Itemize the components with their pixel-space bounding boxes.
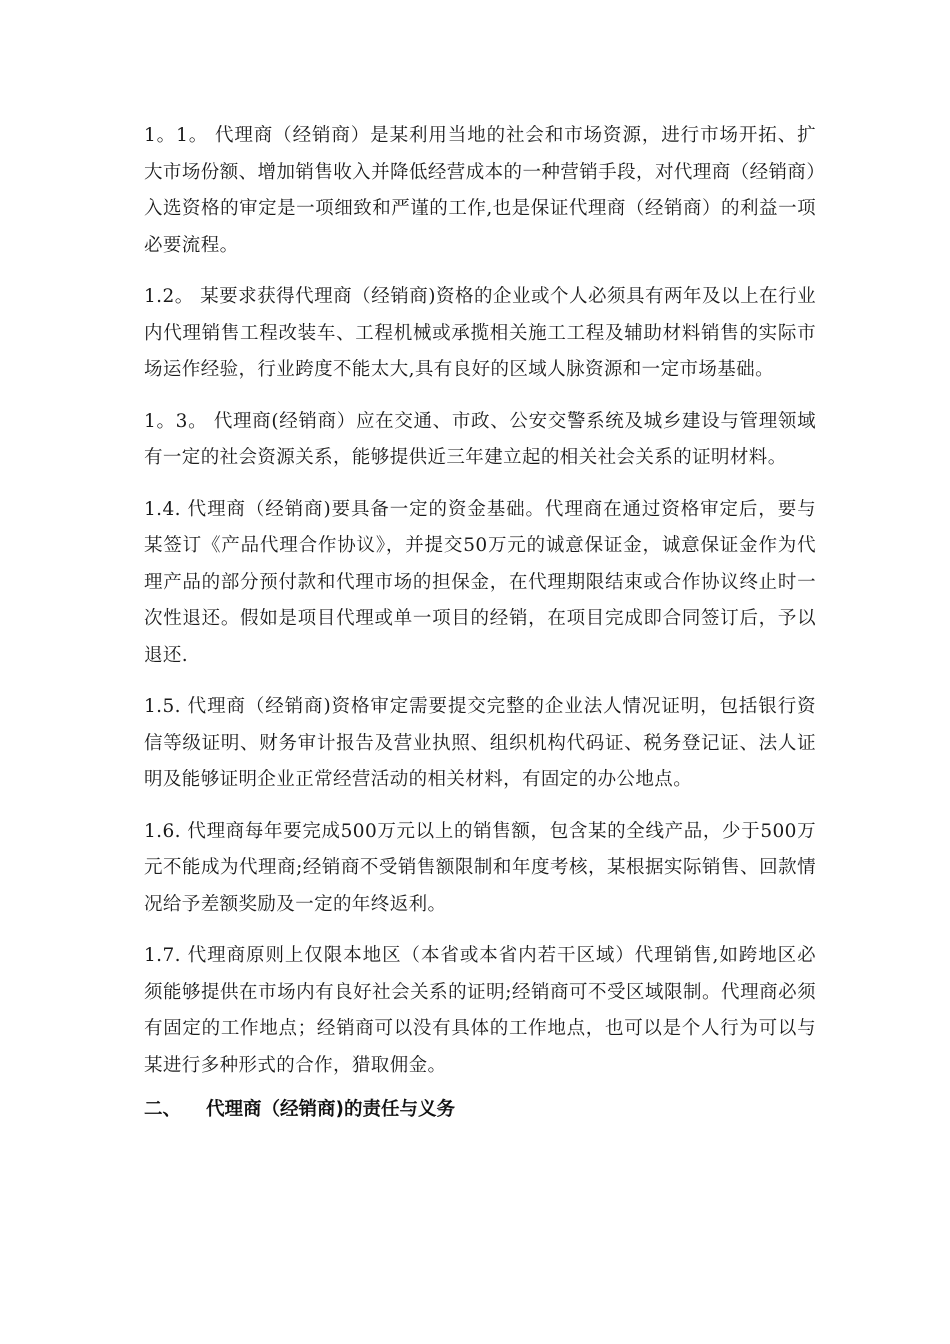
paragraph-1-6: 1.6. 代理商每年要完成500万元以上的销售额，包含某的全线产品，少于500万元不能成为代理商;经销商不受销售额限制和年度考核，某根据实际销售、回款情况给予差额奖励及一定的年终返利。 [144, 820, 816, 915]
paragraph-1-2: 1.2。 某要求获得代理商（经销商)资格的企业或个人必须具有两年及以上在行业内代理销售工程改装车、工程机械或承揽相关施工工程及辅助材料销售的实际市场运作经验，行业跨度不能太大,具有良好的区域人脉资源和一定市场基础。 [144, 286, 816, 380]
document-body [144, 118, 816, 1129]
paragraph-1-7: 1.7. 代理商原则上仅限本地区（本省或本省内若干区域）代理销售,如跨地区必须能够提供在市场内有良好社会关系的证明;经销商可不受区域限制。代理商必须有固定的工作地点；经销商可以没有具体的工作地点，也可以是个人行为可以与某进行多种形式的合作，猎取佣金。 [144, 945, 816, 1076]
paragraph-1-4: 1.4. 代理商（经销商)要具备一定的资金基础。代理商在通过资格审定后，要与某签订《产品代理合作协议》，并提交50万元的诚意保证金，诚意保证金作为代理产品的部分预付款和代理市场的担保金，在代理期限结束或合作协议终止时一次性退还。假如是项目代理或单一项目的经销，在项目完成即合同签订后，予以退还. [144, 498, 816, 666]
section-title: 代理商（经销商)的责任与义务 [206, 1099, 455, 1120]
section-heading [144, 1092, 816, 1129]
paragraph-1-1: 1。1。 代理商（经销商）是某利用当地的社会和市场资源，进行市场开拓、扩大市场份额、增加销售收入并降低经营成本的一种营销手段，对代理商（经销商）入选资格的审定是一项细致和严谨的工作,也是保证代理商（经销商）的利益一项必要流程。 [144, 125, 816, 256]
paragraph-1-5: 1.5. 代理商（经销商)资格审定需要提交完整的企业法人情况证明，包括银行资信等级证明、财务审计报告及营业执照、组织机构代码证、税务登记证、法人证明及能够证明企业正常经营活动的相关材料，有固定的办公地点。 [144, 696, 816, 790]
paragraph-1-3: 1。3。 代理商(经销商）应在交通、市政、公安交警系统及城乡建设与管理领域有一定的社会资源关系，能够提供近三年建立起的相关社会关系的证明材料。 [144, 410, 816, 468]
section-number: 二、 [144, 1099, 182, 1120]
